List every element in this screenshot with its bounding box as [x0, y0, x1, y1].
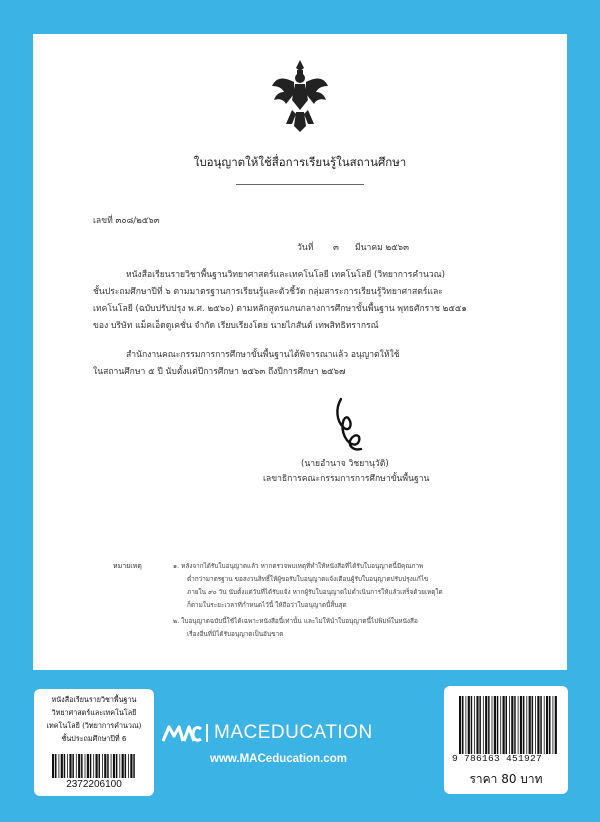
barcode-bar: [59, 754, 60, 778]
barcode-bar: [128, 754, 129, 778]
barcode-bar: [76, 754, 77, 778]
barcode-bar: [125, 754, 127, 778]
book-info-line: หนังสือเรียนรายวิชาพื้นฐาน: [51, 695, 137, 704]
notes-label: หมายเหตุ: [113, 562, 142, 570]
barcode-bar: [546, 696, 548, 754]
barcode-bar: [78, 754, 80, 778]
price-label: ราคา 80 บาท: [469, 772, 543, 786]
barcode-bar: [55, 754, 57, 778]
barcode-bar: [488, 696, 490, 754]
barcode-bar: [506, 696, 508, 754]
barcode-bar: [540, 696, 542, 754]
barcode-bar: [104, 754, 106, 778]
barcode-bar: [535, 696, 536, 754]
brand-name: MACEDUCATION: [214, 722, 373, 743]
barcode-bar: [514, 696, 516, 754]
note-line: เรื่องอื่นที่มิได้รับอนุญาตเป็นอันขาด: [187, 630, 284, 638]
barcode-bar: [476, 696, 478, 754]
barcode-bar: [532, 696, 534, 754]
barcode-bar: [483, 696, 484, 754]
barcode-bar: [96, 754, 98, 778]
internal-barcode-number: 2372206100: [66, 779, 122, 790]
signer-name: (นายอำนาจ วิชยานุวัติ): [301, 459, 389, 469]
publisher-brand: [162, 721, 432, 747]
garuda-emblem-icon: [270, 58, 330, 134]
barcode-bar: [537, 696, 539, 754]
barcode-bar: [119, 754, 120, 778]
note-line: ต่ำกว่ามาตรฐาน ขอสงวนสิทธิ์ให้ผู้ขอรับใบอนุญาตแจ้งเตือนผู้รับใบอนุญาตปรับปรุงแก้ไข: [187, 575, 429, 583]
barcode-bar: [500, 696, 501, 754]
barcode-bar: [523, 696, 525, 754]
barcode-bar: [529, 696, 531, 754]
publisher-website[interactable]: www.MACeducation.com: [210, 753, 347, 765]
isbn-card: [444, 686, 568, 794]
body-line: เทคโนโลยี (ฉบับปรับปรุง พ.ศ. ๒๕๖๐) ตามหลักสูตรแกนกลางการศึกษาขั้นพื้นฐาน พุทธศักราช ๒๕๕๑: [93, 304, 467, 314]
barcode-bar: [64, 754, 65, 778]
barcode-bar: [130, 754, 132, 778]
book-info-card: [34, 689, 154, 796]
barcode-bar: [107, 754, 109, 778]
book-info-line: ชั้นประถมศึกษาปีที่ 6: [61, 734, 127, 743]
barcode-bar: [494, 696, 496, 754]
barcode-bar: [72, 754, 74, 778]
barcode-bar: [111, 754, 112, 778]
barcode-bar: [90, 754, 92, 778]
barcode-bar: [93, 754, 94, 778]
document-title: ใบอนุญาตให้ใช้สื่อการเรียนรู้ในสถานศึกษา: [193, 155, 407, 169]
barcode-bar: [133, 754, 135, 778]
date-label: วันที่: [297, 243, 314, 253]
isbn-barcode: [458, 696, 558, 754]
barcode-bar: [503, 696, 505, 754]
book-info-line: วิทยาศาสตร์และเทคโนโลยี: [51, 708, 137, 717]
barcode-bar: [52, 754, 54, 778]
body-line: สำนักงานคณะกรรมการการศึกษาขั้นพื้นฐานได้พิจารณาแล้ว อนุญาตให้ใช้: [126, 350, 400, 360]
barcode-bar: [122, 754, 124, 778]
date-month-year: มีนาคม ๒๕๖๓: [355, 243, 410, 253]
mac-logo-icon: [162, 724, 202, 742]
barcode-bar: [511, 696, 513, 754]
barcode-bar: [81, 754, 83, 778]
barcode-bar: [518, 696, 519, 754]
isbn-number: 9 786163 451927: [452, 753, 543, 764]
barcode-bar: [474, 696, 475, 754]
brand-separator: [206, 724, 208, 742]
barcode-bar: [497, 696, 499, 754]
body-line: ของ บริษัท แม็คเอ็ดดูเคชั่น จำกัด เรียบเรียงโดย นายไกสันต์ เทพสิทธิทรากรณ์: [93, 321, 379, 331]
note-line: ๒. ใบอนุญาตฉบับนี้ใช้ได้เฉพาะหนังสือนี้เท่านั้น และไม่ให้นำใบอนุญาตนี้ไปพิมพ์ในหนังสือ: [173, 617, 418, 625]
note-line: ๑. หลังจากได้รับใบอนุญาตแล้ว หากตรวจพบเหตุที่ทำให้หนังสือที่ได้รับใบอนุญาตนี้มีคุณภาพ: [173, 562, 424, 570]
note-line: ภายใน ๙๐ วัน นับตั้งแต่วันที่ได้รับแจ้ง หากผู้รับใบอนุญาตไม่ดำเนินการให้แล้วเสร็จด้วยเหตุใด: [187, 588, 443, 596]
date-day: ๓: [333, 243, 339, 253]
body-line: ชั้นประถมศึกษาปีที่ ๖ ตามมาตรฐานการเรียนรู้และตัวชี้วัด กลุ่มสาระการเรียนรู้วิทยาศาสตร์และ: [93, 287, 443, 297]
barcode-bar: [85, 754, 86, 778]
barcode-bar: [466, 696, 467, 754]
barcode-bar: [509, 696, 510, 754]
barcode-bar: [520, 696, 522, 754]
signature: [329, 395, 369, 453]
barcode-bar: [462, 696, 464, 754]
barcode-bar: [102, 754, 103, 778]
barcode-bar: [526, 696, 527, 754]
barcode-bar: [99, 754, 101, 778]
barcode-bar: [116, 754, 118, 778]
barcode-bar: [61, 754, 63, 778]
barcode-bar: [87, 754, 89, 778]
barcode-bar: [555, 696, 557, 754]
document-number: เลขที่ ๓๐๘/๒๕๖๓: [93, 216, 160, 226]
barcode-bar: [67, 754, 68, 778]
barcode-bar: [69, 754, 71, 778]
signer-title: เลขาธิการคณะกรรมการการศึกษาขั้นพื้นฐาน: [263, 474, 430, 484]
barcode-bar: [553, 696, 554, 754]
barcode-bar: [459, 696, 461, 754]
barcode-bar: [492, 696, 493, 754]
license-document: [33, 34, 567, 670]
title-divider: [236, 184, 364, 185]
internal-barcode: [51, 754, 137, 778]
barcode-bar: [479, 696, 481, 754]
book-info-line: เทคโนโลยี (วิทยาการคำนวณ): [46, 721, 142, 730]
body-line: หนังสือเรียนรายวิชาพื้นฐานวิทยาศาสตร์และเทคโนโลยี เทคโนโลยี (วิทยาการคำนวณ): [126, 270, 445, 280]
note-line: ก็ตามในระยะเวลาที่กำหนดไว้นี้ ให้ถือว่าใบอนุญาตนี้สิ้นสุด: [187, 601, 347, 609]
barcode-bar: [485, 696, 487, 754]
barcode-bar: [113, 754, 115, 778]
body-line: ในสถานศึกษา ๕ ปี นับตั้งแต่ปีการศึกษา ๒๕๖๓ ถึงปีการศึกษา ๒๕๖๗: [93, 367, 346, 377]
barcode-bar: [544, 696, 545, 754]
barcode-bar: [468, 696, 470, 754]
barcode-bar: [471, 696, 473, 754]
barcode-bar: [549, 696, 551, 754]
